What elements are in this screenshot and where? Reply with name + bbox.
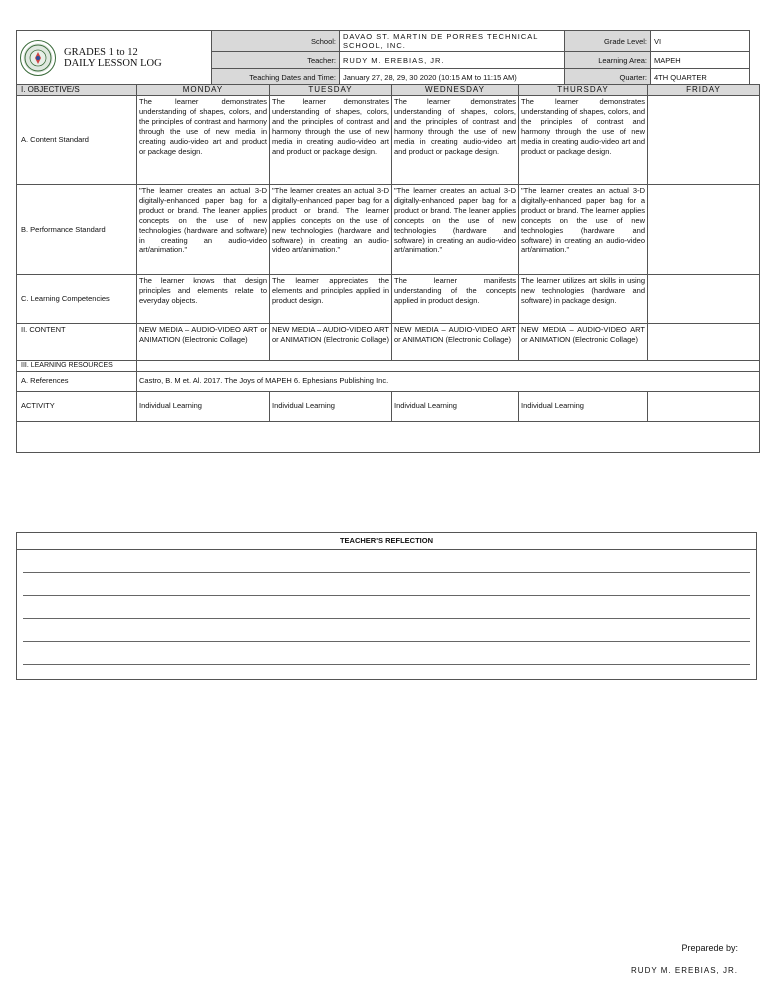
grade-level-value: VI (651, 31, 750, 52)
performance-standard-row (17, 185, 760, 275)
school-value: DAVAO ST. MARTIN DE PORRES TECHNICAL SCHOOL, INC. (340, 31, 565, 52)
table-cell (648, 275, 760, 324)
row-label: A. References (17, 371, 137, 391)
day-monday: MONDAY (137, 85, 270, 96)
quarter-value: 4TH QUARTER (651, 69, 750, 86)
row-label: C. Learning Competencies (17, 275, 137, 324)
row-label: B. Performance Standard (17, 185, 137, 275)
reflection-line (23, 595, 750, 596)
table-cell (648, 324, 760, 361)
table-cell: The learner demonstrates understanding of shapes, colors, and the principles of contrast and harmony through the use of new media in creating audio-video art and product or package design. (392, 96, 519, 185)
reflection-line (23, 618, 750, 619)
prepared-by-label: Preparede by: (681, 943, 738, 953)
title-cell (17, 31, 212, 86)
table-cell: "The learner creates an actual 3-D digitally-enhanced paper bag for a product or brand. The learner applies concepts on the use of new technologies (hardware and software) in creating an audio-video art/animation." (519, 185, 648, 275)
teaching-dates-label: Teaching Dates and Time: (212, 69, 340, 86)
teaching-dates-value: January 27, 28, 29, 30 2020 (10:15 AM to 11:15 AM) (340, 69, 565, 86)
reflection-line (23, 641, 750, 642)
title-line-2: DAILY LESSON LOG (64, 58, 162, 69)
teacher-value: RUDY M. EREBIAS, JR. (340, 52, 565, 69)
table-cell: The learner manifests understanding of the concepts applied in product design. (392, 275, 519, 324)
school-label: School: (212, 31, 340, 52)
table-cell (648, 96, 760, 185)
table-cell: NEW MEDIA – AUDIO-VIDEO ART or ANIMATION (Electronic Collage) (270, 324, 392, 361)
day-wednesday: WEDNESDAY (392, 85, 519, 96)
table-cell: The learner demonstrates understanding of shapes, colors, and the principles of contrast and harmony through the use of new media in creating audio-video art and product or package design. (137, 96, 270, 185)
day-thursday: THURSDAY (519, 85, 648, 96)
row-label: A. Content Standard (17, 96, 137, 185)
table-cell (648, 185, 760, 275)
table-cell: NEW MEDIA – AUDIO-VIDEO ART or ANIMATION (Electronic Collage) (392, 324, 519, 361)
learning-competencies-row (17, 275, 760, 324)
blank-row (17, 421, 760, 452)
table-cell (648, 391, 760, 421)
table-cell: "The learner creates an actual 3-D digitally-enhanced paper bag for a product or brand. The learner applies concepts on the use of new technologies (hardware and software) in creating an audio-video art/animation." (270, 185, 392, 275)
table-cell: Individual Learning (519, 391, 648, 421)
table-cell: "The learner creates an actual 3-D digitally-enhanced paper bag for a product or brand. The leaner applies concepts on the use of new technologies (hardware and software) in creating an audio-video art/animation." (137, 185, 270, 275)
content-row (17, 324, 760, 361)
signature-name: RUDY M. EREBIAS, JR. (631, 966, 738, 975)
table-cell (137, 361, 760, 372)
content-standard-row (17, 96, 760, 185)
objectives-label: I. OBJECTIVE/S (17, 85, 137, 96)
lesson-table (16, 84, 760, 453)
table-cell (17, 421, 760, 452)
reflection-title: TEACHER'S REFLECTION (17, 533, 756, 550)
table-cell: Individual Learning (270, 391, 392, 421)
table-cell: "The learner creates an actual 3-D digitally-enhanced paper bag for a product or brand. The leaner applies concepts on the use of new technologies (hardware and software) in creating an audio-video art/animation." (392, 185, 519, 275)
references-value: Castro, B. M et. Al. 2017. The Joys of MAPEH 6. Ephesians Publishing Inc. (137, 371, 760, 391)
header-table (16, 30, 750, 86)
learning-resources-row (17, 361, 760, 372)
deped-seal-icon (20, 40, 56, 76)
day-header-row (17, 85, 760, 96)
row-label: III. LEARNING RESOURCES (17, 361, 137, 372)
title-line-1: GRADES 1 to 12 (64, 47, 138, 58)
table-cell: The learner demonstrates understanding of shapes, colors, and the principles of contrast and harmony through the use of new media in creating audio-video art and product or package design. (519, 96, 648, 185)
table-cell: The learner appreciates the elements and principles applied in product design. (270, 275, 392, 324)
table-cell: Individual Learning (137, 391, 270, 421)
table-cell: The learner demonstrates understanding of shapes, colors, and the principles of contrast and harmony through the use of new media in creating audio-video art and product or package design. (270, 96, 392, 185)
reflection-line (23, 572, 750, 573)
activity-row (17, 391, 760, 421)
references-row (17, 371, 760, 391)
row-label: II. CONTENT (17, 324, 137, 361)
table-cell: NEW MEDIA – AUDIO-VIDEO ART or ANIMATION (Electronic Collage) (519, 324, 648, 361)
teachers-reflection-box (16, 532, 757, 680)
reflection-line (23, 664, 750, 665)
table-cell: The learner utilizes art skills in using new technologies (hardware and software) in package design. (519, 275, 648, 324)
learning-area-value: MAPEH (651, 52, 750, 69)
row-label: ACTIVITY (17, 391, 137, 421)
table-cell: NEW MEDIA – AUDIO-VIDEO ART or ANIMATION (Electronic Collage) (137, 324, 270, 361)
quarter-label: Quarter: (565, 69, 651, 86)
table-cell: The learner knows that design principles and elements relate to everyday objects. (137, 275, 270, 324)
day-tuesday: TUESDAY (270, 85, 392, 96)
table-cell: Individual Learning (392, 391, 519, 421)
grade-level-label: Grade Level: (565, 31, 651, 52)
teacher-label: Teacher: (212, 52, 340, 69)
day-friday: FRIDAY (648, 85, 760, 96)
learning-area-label: Learning Area: (565, 52, 651, 69)
